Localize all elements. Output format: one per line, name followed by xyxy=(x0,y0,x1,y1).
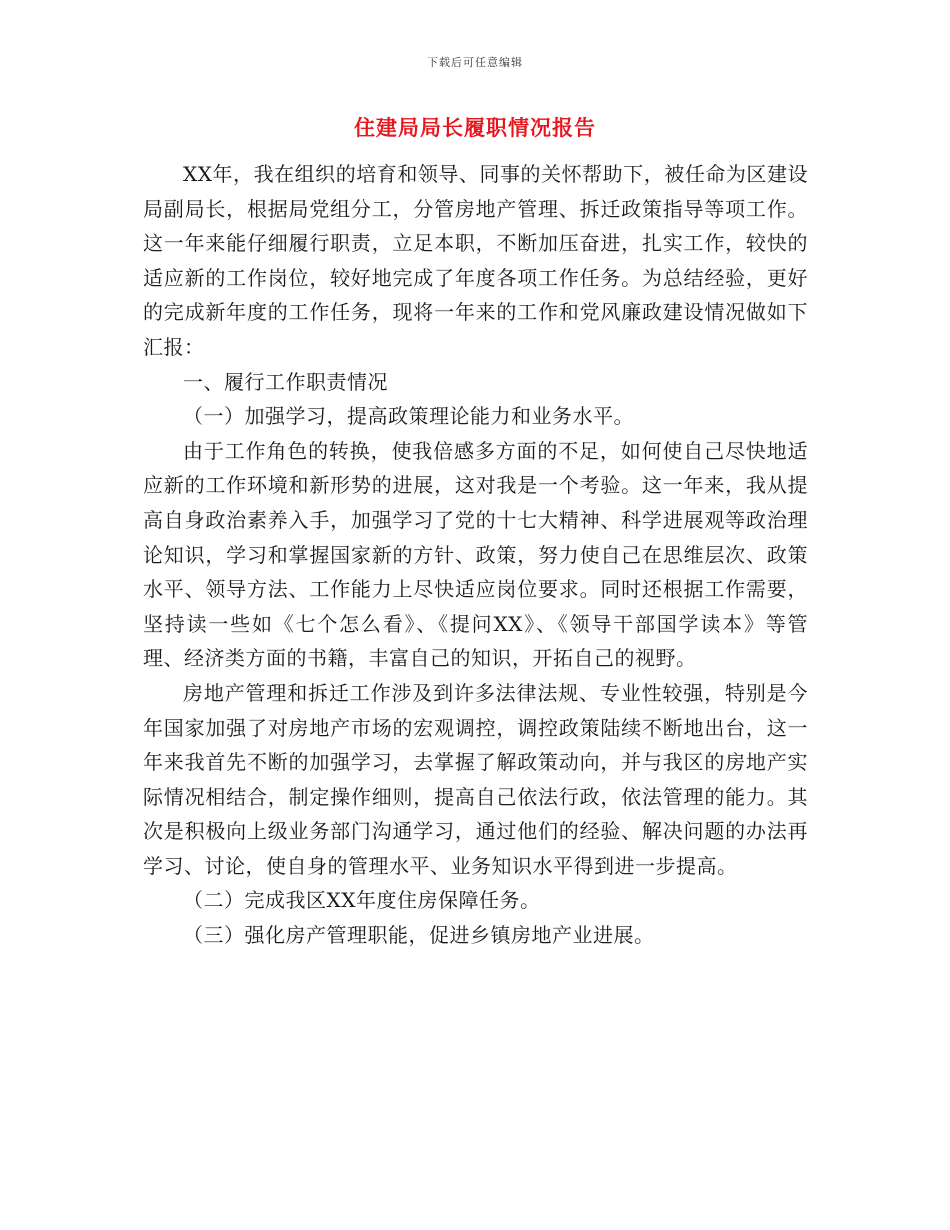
subsection-heading-3: （三）强化房产管理职能，促进乡镇房地产业进展。 xyxy=(183,923,655,948)
section-heading-1: 一、履行工作职责情况 xyxy=(183,369,388,394)
intro-paragraph: XX年，我在组织的培育和领导、同事的关怀帮助下，被任命为区建设局副局长，根据局党组分工，分管房地产管理、拆迁政策指导等项工作。这一年来能仔细履行职责，立足本职，不断加压奋进，扎实工作，较快的适应新的工作岗位，较好地完成了年度各项工作任务。为总结经验，更好的完成新年度的工作任务，现将一年来的工作和党风廉政建设情况做如下汇报： xyxy=(143,162,808,359)
document-title: 住建局局长履职情况报告 xyxy=(354,115,596,140)
subsection-heading-2: （二）完成我区XX年度住房保障任务。 xyxy=(183,888,541,913)
document-body xyxy=(143,157,808,953)
subsection-heading-1: （一）加强学习，提高政策理论能力和业务水平。 xyxy=(183,404,634,429)
body-paragraph-real-estate: 房地产管理和拆迁工作涉及到许多法律法规、专业性较强，特别是今年国家加强了对房地产市场的宏观调控，调控政策陆续不断地出台，这一年来我首先不断的加强学习，去掌握了解政策动向，并与我区的房地产实际情况相结合，制定操作细则，提高自己依法行政，依法管理的能力。其次是积极向上级业务部门沟通学习，通过他们的经验、解决问题的办法再学习、讨论，使自身的管理水平、业务知识水平得到进一步提高。 xyxy=(143,680,808,878)
header-note: 下载后可任意编辑 xyxy=(427,56,523,69)
body-paragraph-study: 由于工作角色的转换，使我倍感多方面的不足，如何使自己尽快地适应新的工作环境和新形势的进展，这对我是一个考验。这一年来，我从提高自身政治素养入手，加强学习了党的十七大精神、科学进展观等政治理论知识，学习和掌握国家新的方针、政策，努力使自己在思维层次、政策水平、领导方法、工作能力上尽快适应岗位要求。同时还根据工作需要，坚持读一些如《七个怎么看》、《提问XX》、《领导干部国学读本》等管理、经济类方面的书籍，丰富自己的知识，开拓自己的视野。 xyxy=(143,438,808,671)
